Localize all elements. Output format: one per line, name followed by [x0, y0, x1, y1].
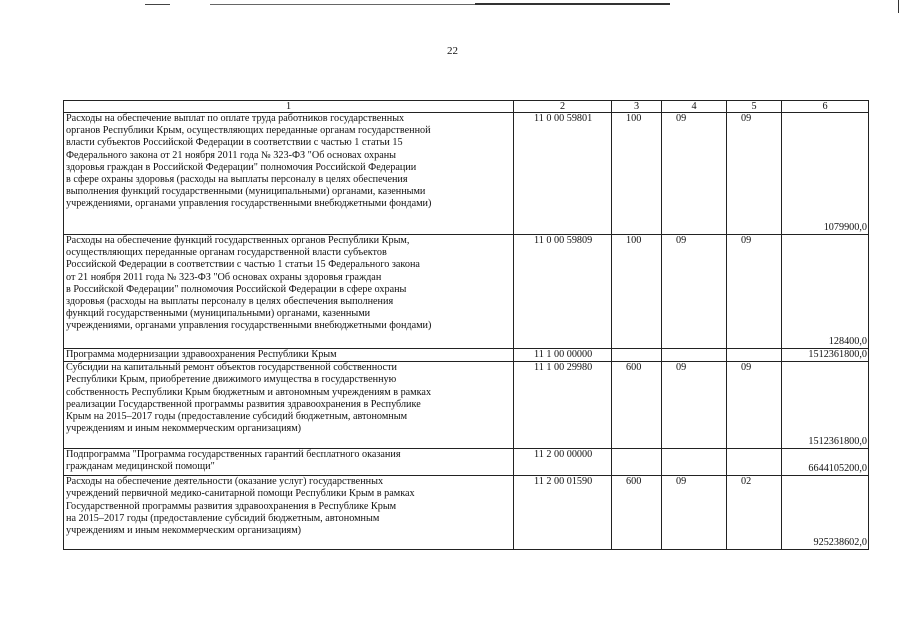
row-description: Расходы на обеспечение выплат по оплате труда работников государственных органов Республики Крым, осуществляющих переданные органам государственной власти субъектов Российской Федерации в соответствии с частью 1 статьи 15 Федерального закона от 21 ноября 2011 года № 323-ФЗ "Об основах охраны здоровья граждан в Российской Федерации" полномочия Российской Федерации в сфере охраны здоровья (расходы на выплаты персоналу в целях обеспечения выполнения функций государственными (муниципальными) органами, казенными учреждениями, органами управления государственными внебюджетными фондами) [64, 113, 514, 235]
row-expense-type: 600 [612, 476, 662, 550]
scan-mark [898, 0, 899, 13]
row-amount: 128400,0 [782, 235, 869, 349]
column-header: 6 [782, 101, 869, 113]
row-expense-type: 600 [612, 362, 662, 449]
column-header: 1 [64, 101, 514, 113]
row-description: Программа модернизации здравоохранения Республики Крым [64, 349, 514, 362]
row-code: 11 1 00 29980 [514, 362, 612, 449]
table-row [64, 449, 869, 476]
row-amount: 925238602,0 [782, 476, 869, 550]
table-header-row [64, 101, 869, 113]
column-header: 2 [514, 101, 612, 113]
row-description: Субсидии на капитальный ремонт объектов государственной собственности Республики Крым, приобретение движимого имущества в государственную собственность Республики Крым бюджетным и автономным учреждениям в рамках реализации Государственной программы развития здравоохранения в Республике Крым на 2015–2017 годы (предоставление субсидий бюджетным, автономным учреждениям и иным некоммерческим организациям) [64, 362, 514, 449]
column-header: 3 [612, 101, 662, 113]
row-section: 09 [662, 476, 727, 550]
row-expense-type: 100 [612, 113, 662, 235]
row-amount: 1079900,0 [782, 113, 869, 235]
row-section [662, 349, 727, 362]
scan-line [475, 3, 670, 5]
row-description: Расходы на обеспечение деятельности (оказание услуг) государственных учреждений первичной медико-санитарной помощи Республики Крым в рамках Государственной программы развития здравоохранения в Республике Крым на 2015–2017 годы (предоставление субсидий бюджетным, автономным учреждениям и иным некоммерческим организациям) [64, 476, 514, 550]
scan-line [210, 4, 475, 5]
table-row [64, 113, 869, 235]
table-row [64, 362, 869, 449]
table-row [64, 476, 869, 550]
row-code: 11 1 00 00000 [514, 349, 612, 362]
table-row [64, 349, 869, 362]
row-subsection [727, 449, 782, 476]
row-amount: 6644105200,0 [782, 449, 869, 476]
table-row [64, 235, 869, 349]
row-subsection: 09 [727, 362, 782, 449]
row-code: 11 2 00 01590 [514, 476, 612, 550]
row-section [662, 449, 727, 476]
row-section: 09 [662, 235, 727, 349]
row-code: 11 0 00 59809 [514, 235, 612, 349]
row-description: Подпрограмма "Программа государственных гарантий бесплатного оказания гражданам медицинской помощи" [64, 449, 514, 476]
page-number: 22 [447, 45, 458, 57]
scan-line [145, 4, 170, 5]
row-code: 11 2 00 00000 [514, 449, 612, 476]
row-code: 11 0 00 59801 [514, 113, 612, 235]
column-header: 4 [662, 101, 727, 113]
row-amount: 1512361800,0 [782, 362, 869, 449]
row-subsection: 02 [727, 476, 782, 550]
row-description: Расходы на обеспечение функций государственных органов Республики Крым, осуществляющих переданные органам государственной власти субъектов Российской Федерации в соответствии с частью 1 статьи 15 Федерального закона от 21 ноября 2011 года № 323-ФЗ "Об основах охраны здоровья граждан в Российской Федерации" полномочия Российской Федерации в сфере охраны здоровья (расходы на выплаты персоналу в целях обеспечения выполнения функций государственными (муниципальными) органами, казенными учреждениями, органами управления государственными внебюджетными фондами) [64, 235, 514, 349]
row-amount: 1512361800,0 [782, 349, 869, 362]
row-expense-type: 100 [612, 235, 662, 349]
row-subsection [727, 349, 782, 362]
column-header: 5 [727, 101, 782, 113]
row-section: 09 [662, 113, 727, 235]
row-section: 09 [662, 362, 727, 449]
row-expense-type [612, 349, 662, 362]
budget-table [63, 100, 869, 550]
row-subsection: 09 [727, 113, 782, 235]
row-expense-type [612, 449, 662, 476]
row-subsection: 09 [727, 235, 782, 349]
